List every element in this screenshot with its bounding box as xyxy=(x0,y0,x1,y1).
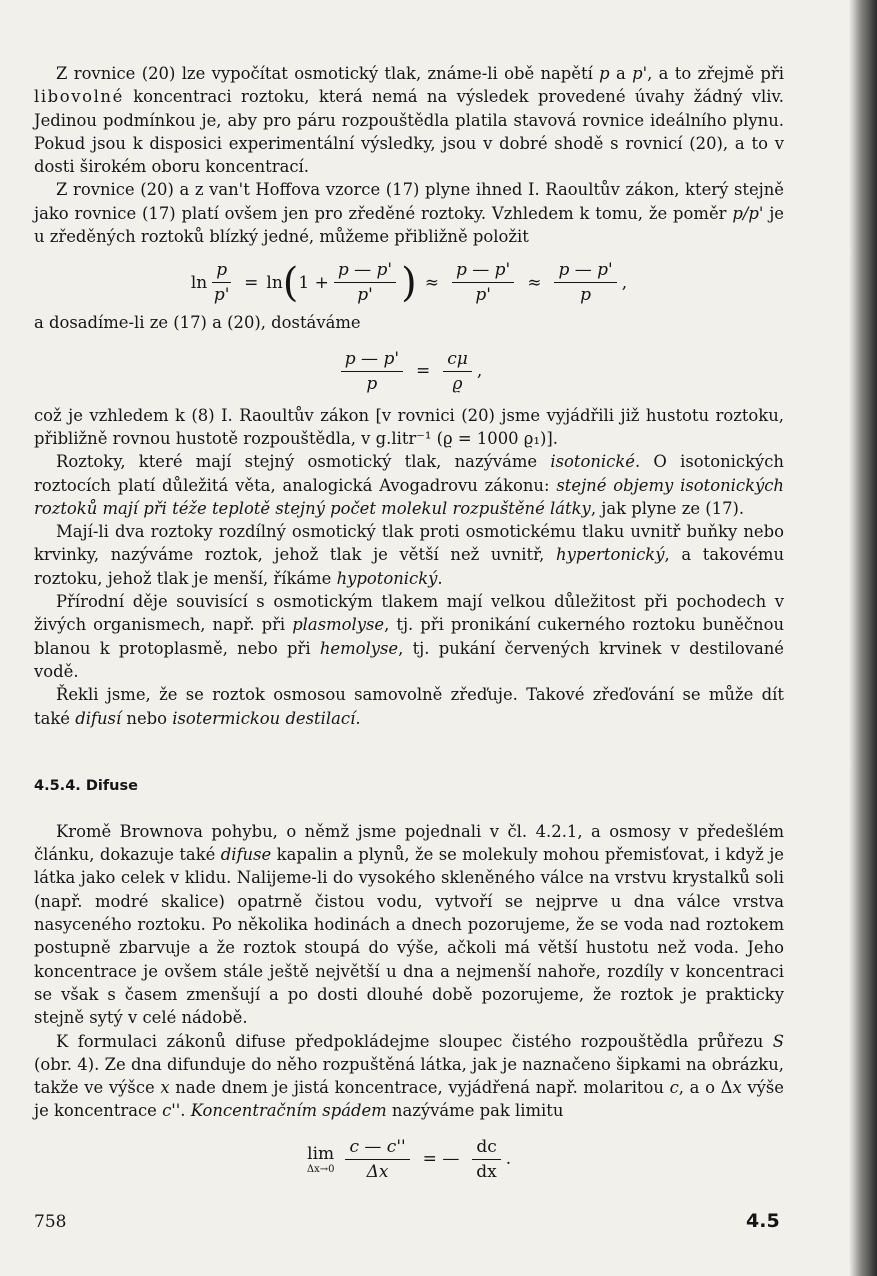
page-content xyxy=(34,62,784,1182)
term-hypertonic: hypertonický xyxy=(556,545,665,565)
fraction: $\frac{c\mu}{ϱ}$ xyxy=(443,349,472,394)
eq-ln: ln xyxy=(190,272,208,293)
equation-gradient-limit xyxy=(34,1137,784,1182)
fraction: $\frac{p}{p'}$ xyxy=(213,260,230,306)
equation-log-approx xyxy=(34,260,784,305)
text: . xyxy=(437,568,443,588)
fraction: $\frac{p — p'}{p'}$ xyxy=(334,260,396,305)
text: koncentraci roztoku, která nemá na výsledek provedené úvahy žádný vliv. Jedinou podmínkou je, aby pro páru rozpouštědla platila stavová rovnice ideálního plynu. Pokud jsou k disposici experimentální výsledky, jsou v dobré shodě s rovnicí (20), a to v dosti širokém oboru koncentrací. xyxy=(34,87,784,177)
fraction: $\frac{p — p'}{p}$ xyxy=(554,260,616,305)
text: , tj. pukání červených krvinek v destilované vodě. xyxy=(34,638,784,681)
fraction: $\frac{p — p'}{p}$ xyxy=(341,349,403,394)
text: výše je koncentrace xyxy=(34,1078,784,1121)
text: a xyxy=(609,64,633,83)
eq-punct: , xyxy=(621,272,628,293)
text: nazýváme pak limitu xyxy=(386,1101,564,1121)
var-p-prime: p' xyxy=(632,64,648,83)
text: Z rovnice (20) lze vypočítat osmotický tlak, známe-li obě napětí xyxy=(56,64,600,83)
var-x: x xyxy=(160,1078,170,1098)
emphasis-spaced: libovolné xyxy=(34,87,124,107)
page-number: 758 xyxy=(34,1212,67,1232)
ratio: p/p' xyxy=(732,203,764,223)
term-isothermal-distillation: isotermickou destilací xyxy=(172,708,356,728)
limit-operator: lim Δx→0 xyxy=(306,1143,335,1175)
term-concentration-gradient: Koncentračním spádem xyxy=(190,1101,387,1121)
eq-punct: , xyxy=(476,361,483,382)
var-c: c xyxy=(669,1078,679,1098)
fraction: $\frac{p — p'}{p'}$ xyxy=(452,260,514,305)
term-isotonic: isotonické xyxy=(550,452,635,472)
text: . O isotonických roztocích platí důležitá věta, analogická Avogadrovu zákonu: xyxy=(34,452,784,495)
term-hemolysis: hemolyse xyxy=(319,638,399,658)
fraction: $\frac{c — c''}{\Delta x}$ xyxy=(345,1137,409,1182)
paragraph-2 xyxy=(34,178,784,248)
paragraph-5 xyxy=(34,450,784,520)
eq-sign: = — xyxy=(422,1149,460,1170)
paragraph-1 xyxy=(34,62,784,178)
text: a dosadíme-li ze (17) a (20), dostáváme xyxy=(34,313,361,333)
text: nebo xyxy=(121,708,173,728)
term-hypotonic: hypotonický xyxy=(336,568,438,588)
paragraph-6 xyxy=(34,520,784,590)
approx-sign: ≈ xyxy=(424,272,439,293)
approx-sign: ≈ xyxy=(527,272,542,293)
right-paren: ) xyxy=(401,259,417,306)
paragraph-3 xyxy=(34,311,784,334)
page-edge-shadow xyxy=(849,0,877,1276)
text: Roztoky, které mají stejný osmotický tlak, nazýváme xyxy=(56,452,551,472)
text: což je vzhledem k (8) I. Raoultův zákon [v rovnici (20) jsme vyjádřili již hustotu roztoku, přibližně rovnou hustotě rozpouštědla, v g.litr⁻¹ (ϱ = 1000 ϱ₁)]. xyxy=(34,405,784,448)
law-statement: stejné objemy isotonických roztoků mají při téže teplotě stejný počet molekul rozpuštěné látky xyxy=(34,475,784,518)
text: nade dnem je jistá koncentrace, vyjádřená např. molaritou xyxy=(169,1078,670,1098)
var-S: S xyxy=(772,1031,784,1051)
chapter-number: 4.5 xyxy=(746,1210,780,1232)
text: , jak plyne ze (17). xyxy=(590,498,745,518)
fraction: $\frac{dc}{dx}$ xyxy=(472,1137,500,1182)
eq-term: 1 + xyxy=(298,272,329,293)
text: K formulaci zákonů difuse předpokládejme sloupec čistého rozpouštědla průřezu xyxy=(56,1031,773,1051)
paragraph-9 xyxy=(34,820,784,1030)
text: Z rovnice (20) a z van't Hoffova vzorce (17) plyne ihned I. Raoultův zákon, který stejně jako rovnice (17) platí ovšem jen pro zředěné roztoky. Vzhledem k tomu, že poměr xyxy=(34,180,784,223)
section-heading: 4.5.4. Difuse xyxy=(34,777,138,794)
eq-sign: = xyxy=(244,272,259,293)
text: Mají-li dva roztoky rozdílný osmotický tlak proti osmotickému tlaku uvnitř buňky nebo krvinky, nazýváme roztok, jehož tlak je větší než uvnitř, xyxy=(34,522,784,565)
text: kapalin a plynů, že se molekuly mohou přemisťovat, i když je látka jako celek v klidu. Nalijeme-li do vysokého skleněného válce na vrstvu krystalků soli (např. modré skalice) opatrně čistou vodu, vytvoří se nejprve u dna válce vrstva nasyceného roztoku. Po několika hodinách a dnech pozorujeme, že se voda nad roztokem postupně zbarvuje a že roztok stoupá do výše, ačkoli má větší hustotu než voda. Jeho koncentrace je ovšem stále ještě největší u dna a nejmenší nahoře, rozdíly v koncentraci se však s časem zmenšují a po dosti dlouhé době pozorujeme, že roztok je prakticky stejně sytý v celé nádobě. xyxy=(34,845,784,1028)
text: je u zředěných roztoků blízký jedné, můžeme přibližně položit xyxy=(34,203,784,247)
text: Kromě Brownova pohybu, o němž jsme pojednali v čl. 4.2.1, a osmosy v předešlém článku, dokazuje také xyxy=(34,821,784,865)
text: (obr. 4). Ze dna difunduje do něho rozpuštěná látka, jak je naznačeno šipkami na obrázku, takže ve výšce xyxy=(34,1054,784,1098)
paragraph-7 xyxy=(34,590,784,683)
eq-ln: ln xyxy=(266,272,283,293)
term-diffusion: difuse xyxy=(220,845,272,865)
equation-raoult xyxy=(34,349,784,394)
text: . xyxy=(355,708,361,728)
text: , a to zřejmě při xyxy=(647,64,784,83)
term-plasmolysis: plasmolyse xyxy=(292,615,385,635)
text: , a takovému roztoku, jehož tlak je menší, říkáme xyxy=(34,545,784,588)
var-x: x xyxy=(732,1078,742,1098)
term-diffusion: difusí xyxy=(75,708,122,728)
eq-punct: . xyxy=(505,1149,512,1170)
paragraph-4 xyxy=(34,404,784,451)
paragraph-8 xyxy=(34,683,784,730)
paragraph-10 xyxy=(34,1030,784,1123)
text: Řekli jsme, že se roztok osmosou samovolně zřeďuje. Takové zřeďování se může dít také xyxy=(34,685,784,728)
var-c-double-prime: c'' xyxy=(162,1101,181,1121)
var-p: p xyxy=(599,64,610,83)
text: , tj. při pronikání cukerného roztoku buněčnou blanou k protoplasmě, nebo při xyxy=(34,615,784,658)
text: , a o Δ xyxy=(678,1078,733,1098)
eq-sign: = xyxy=(416,361,431,382)
text: Přírodní děje souvisící s osmotickým tlakem mají velkou důležitost při pochodech v živých organismech, např. při xyxy=(34,592,784,635)
left-paren: ( xyxy=(282,259,299,306)
text: . xyxy=(180,1101,191,1121)
